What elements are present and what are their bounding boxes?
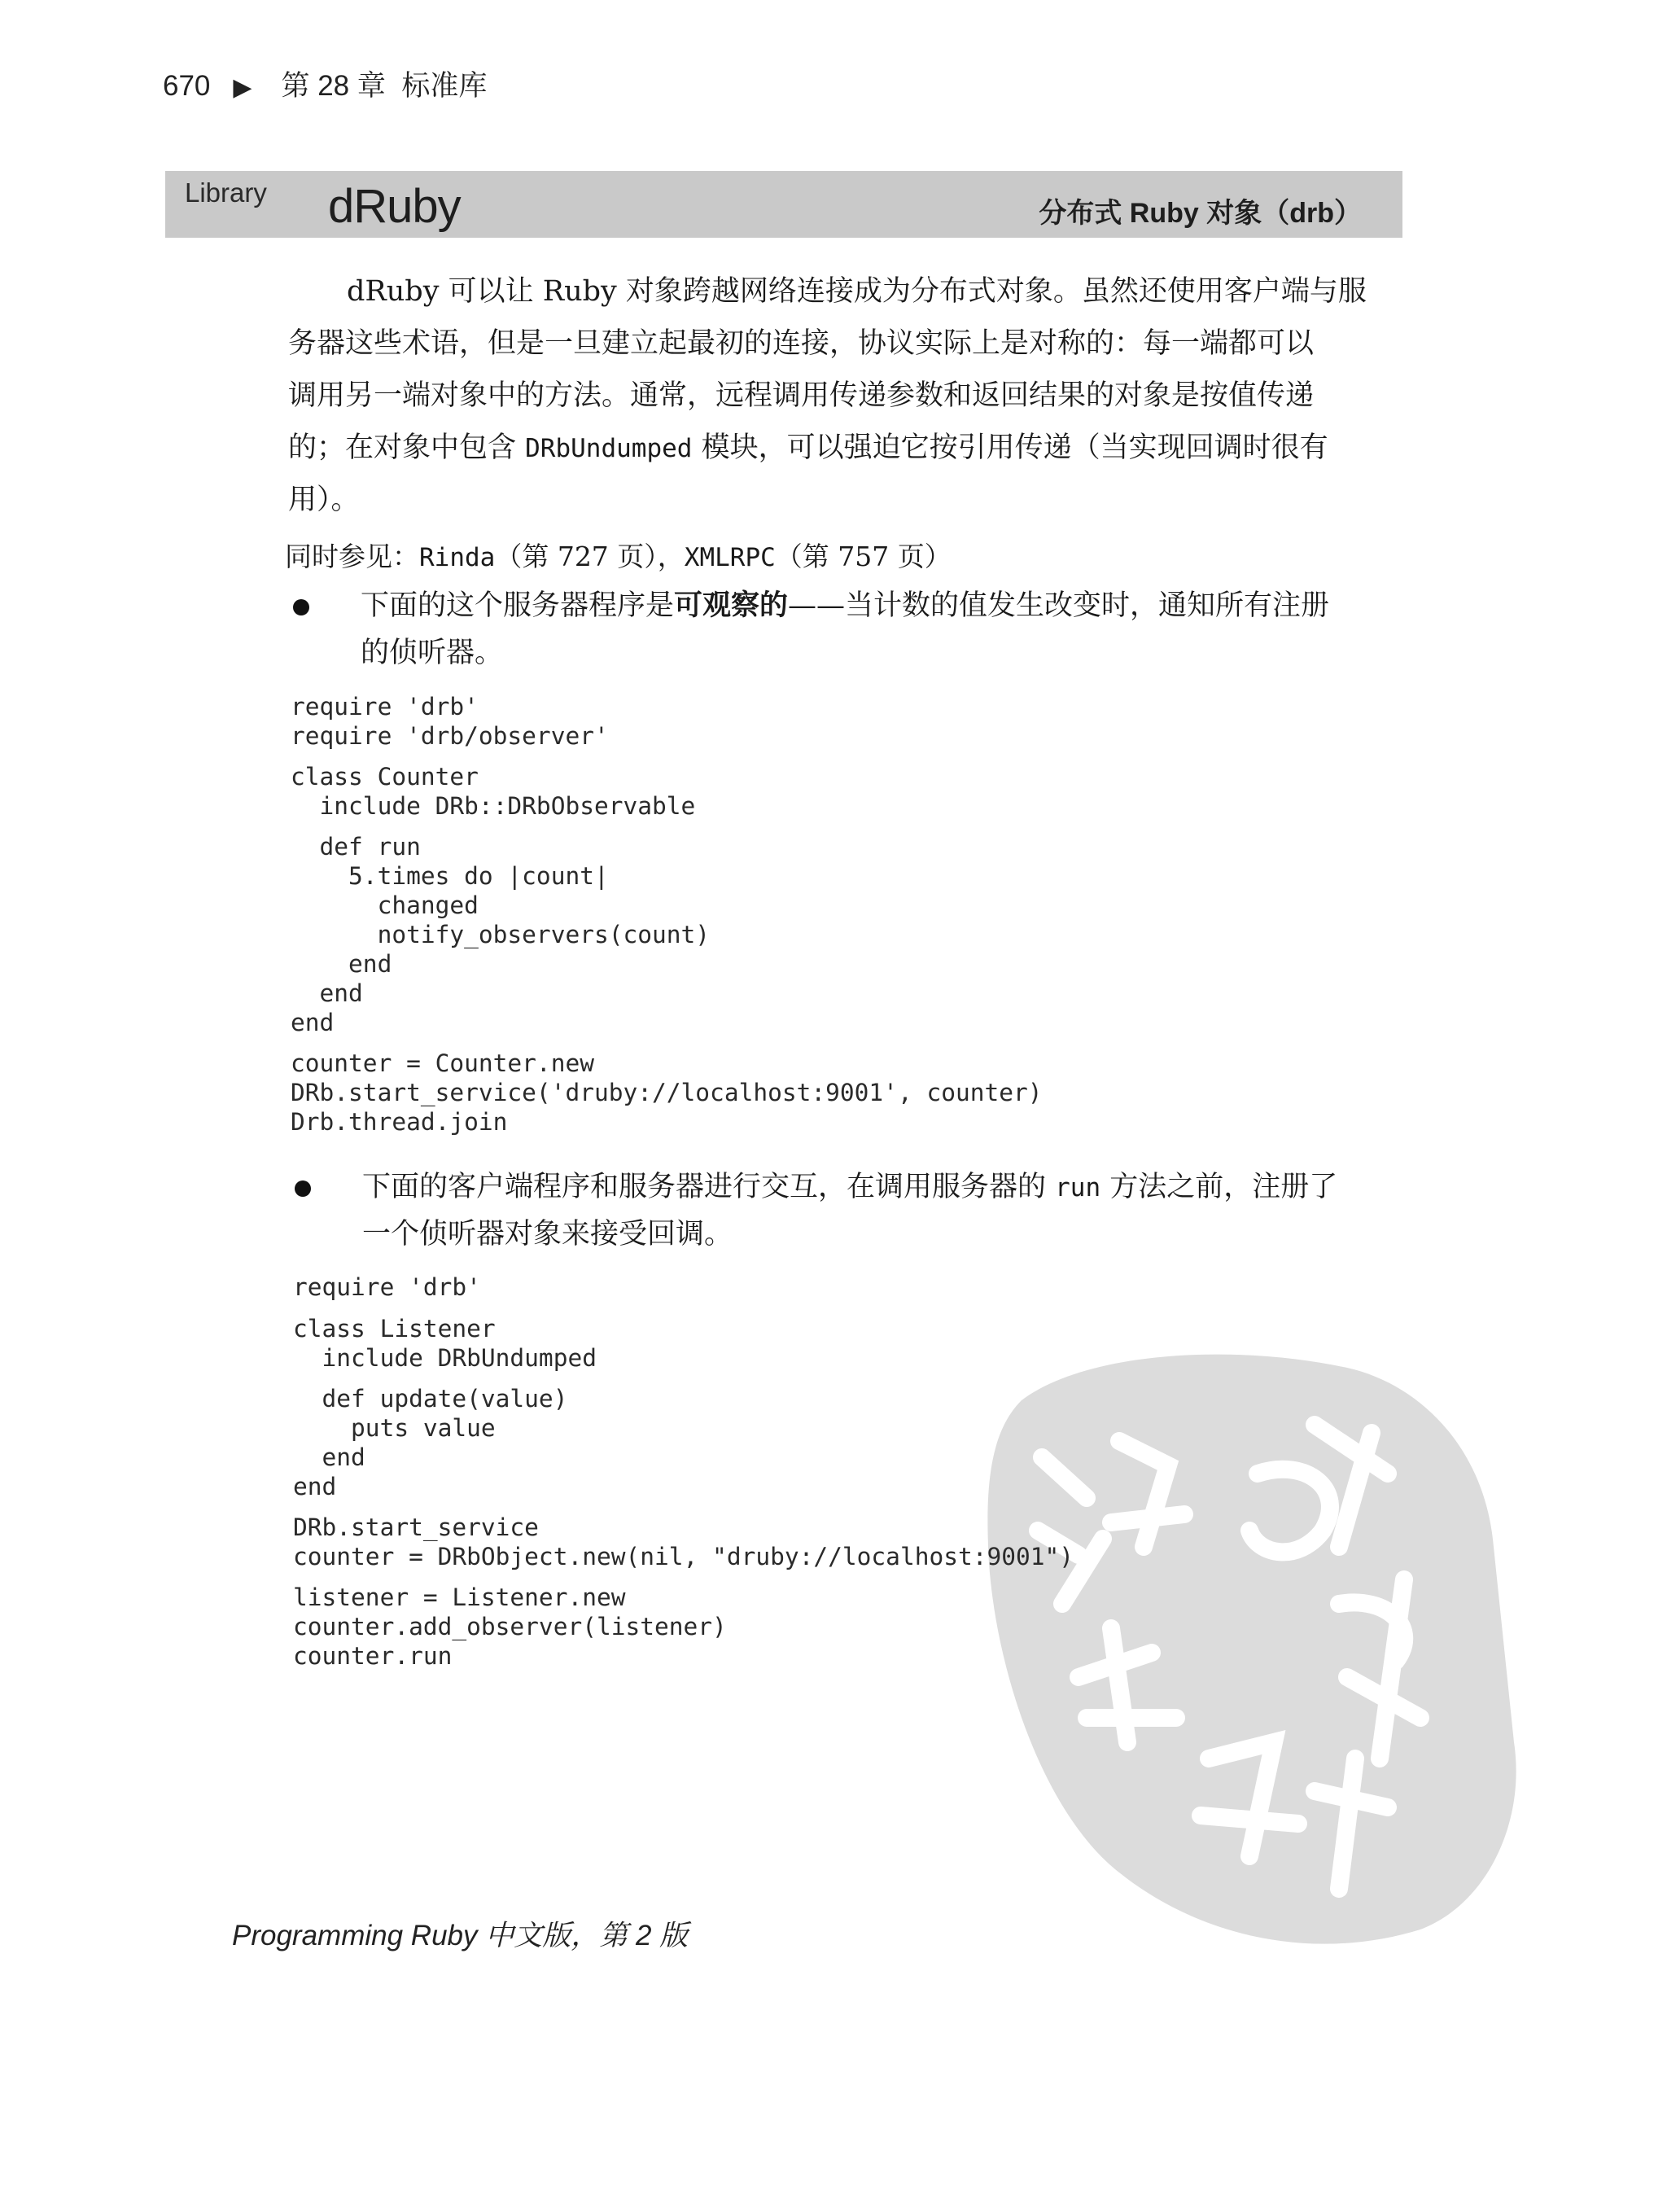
module-name: dRuby: [328, 180, 461, 233]
code-client-require: require 'drb': [293, 1273, 481, 1301]
see-also-prefix: 同时参见：: [285, 541, 419, 572]
seal-watermark: [965, 1335, 1526, 1954]
intro-line-3: 调用另一端对象中的方法。通常，远程调用传递参数和返回结果的对象是按值传递: [288, 379, 1315, 412]
bullet2-text-rest: 方法之前，注册了: [1100, 1171, 1338, 1203]
footer-book-title: Programming Ruby 中文版，第 2 版: [232, 1920, 689, 1951]
bullet1-bold-term: 可观察的: [674, 589, 789, 622]
library-label: Library: [185, 177, 267, 208]
run-method-code: run: [1055, 1173, 1101, 1202]
code-client-update: def update(value) puts value end end: [293, 1385, 568, 1500]
intro-line-1: dRuby 可以让 Ruby 对象跨越网络连接成为分布式对象。虽然还使用客户端与服: [347, 275, 1367, 308]
code-client-listener: listener = Listener.new counter.add_observer(listener) counter.run: [293, 1583, 727, 1670]
intro-line-2: 务器这些术语，但是一旦建立起最初的连接，协议实际上是对称的：每一端都可以: [288, 327, 1315, 360]
intro-line-4-text: 的；在对象中包含: [288, 431, 526, 464]
bullet-dot: [293, 599, 309, 615]
chapter-title: 标准库: [401, 70, 488, 102]
code-server-class: class Counter include DRb::DRbObservable: [291, 763, 696, 820]
code-server-start: counter = Counter.new DRb.start_service('druby://localhost:9001', counter) Drb.thread.join: [291, 1049, 1043, 1136]
page-number: 670: [163, 70, 211, 102]
code-server-run: def run 5.times do |count| changed notify_observers(count) end end end: [291, 833, 711, 1036]
bullet1-text: 下面的这个服务器程序是: [361, 589, 675, 622]
bullet2-line-1: [362, 1161, 1337, 1214]
intro-line-4: [288, 422, 1328, 475]
bullet2-text: 下面的客户端程序和服务器进行交互，在调用服务器的: [362, 1171, 1056, 1203]
arrow-icon: ▶: [233, 74, 252, 101]
code-client-start: DRb.start_service counter = DRbObject.new(nil, "druby://localhost:9001"): [293, 1513, 1074, 1570]
see-also-xmlrpc-page: （第 757 页）: [775, 541, 952, 572]
module-subtitle: 分布式 Ruby 对象（drb）: [1039, 198, 1362, 229]
code-client-class: class Listener include DRbUndumped: [293, 1315, 597, 1372]
bullet2-line-2: 一个侦听器对象来接受回调。: [362, 1218, 733, 1251]
see-also-xmlrpc: XMLRPC: [684, 543, 776, 572]
drbundumped-code: DRbUndumped: [525, 434, 693, 463]
running-header: [163, 64, 487, 104]
bullet-dot: [295, 1180, 311, 1197]
bullet1-text-rest: ——当计数的值发生改变时，通知所有注册: [788, 589, 1330, 622]
code-server-require: require 'drb' require 'drb/observer': [291, 693, 609, 750]
see-also-rinda: Rinda: [419, 543, 496, 572]
library-banner: [165, 171, 1402, 238]
see-also-rinda-page: （第 727 页），: [495, 541, 685, 572]
intro-line-4-rest: 模块，可以强迫它按引用传递（当实现回调时很有: [692, 431, 1328, 464]
see-also: [285, 531, 952, 584]
bullet1-line-2: 的侦听器。: [361, 637, 504, 669]
intro-line-5: 用）。: [288, 484, 360, 516]
bullet1-line-1: [361, 580, 1329, 632]
chapter-label: 第 28 章: [281, 70, 386, 102]
